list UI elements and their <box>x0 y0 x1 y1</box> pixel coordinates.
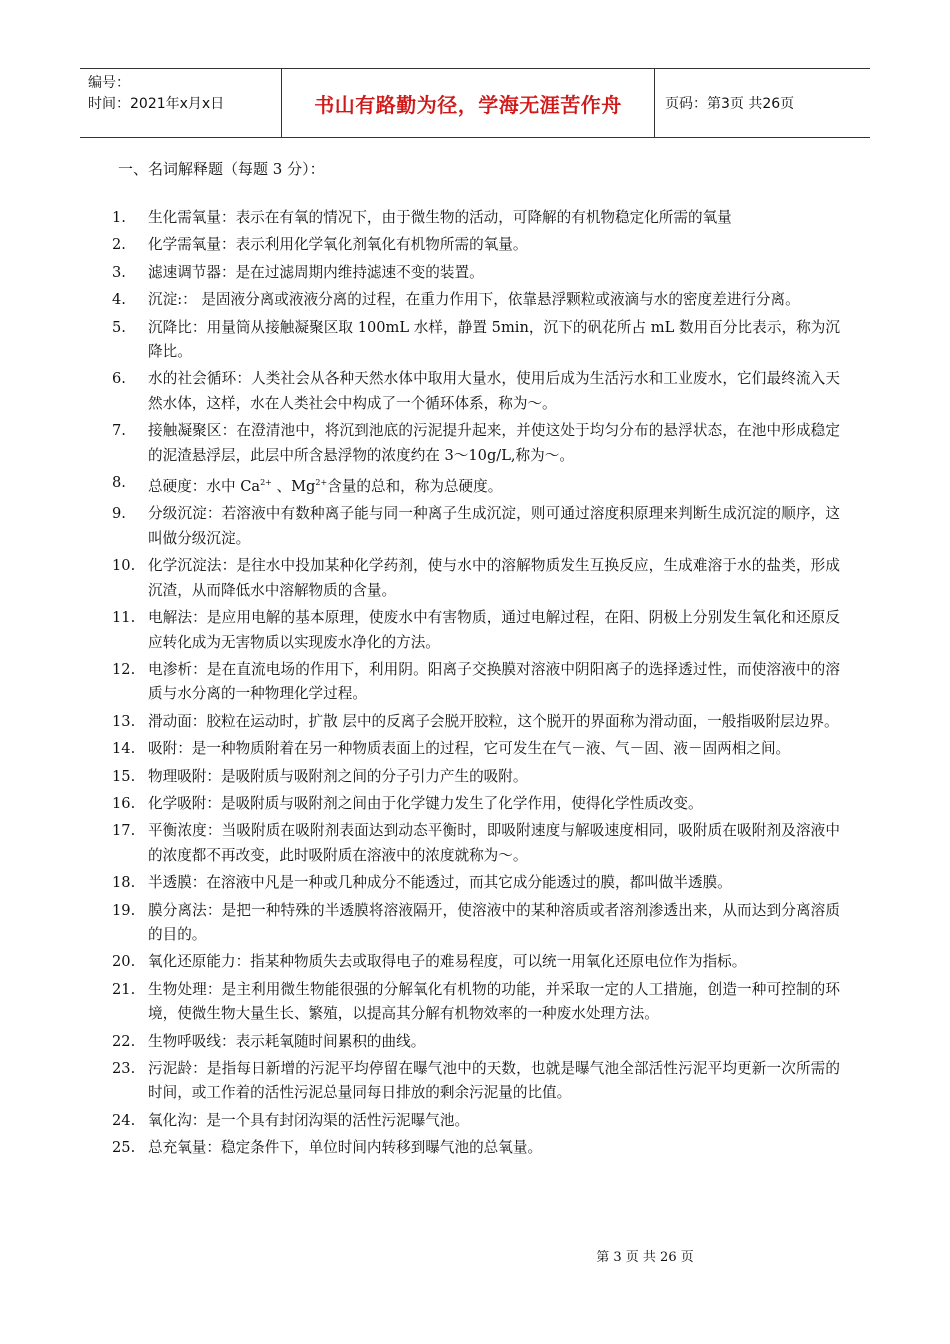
list-item <box>112 233 840 257</box>
header-table <box>80 68 870 138</box>
item-text: 电解法：是应用电解的基本原理，使废水中有害物质，通过电解过程，在阳、阴极上分别发生氧化和还原反应转化成为无害物质以实现废水净化的方法。 <box>148 609 840 651</box>
list-item <box>112 765 840 789</box>
header-motto: 书山有路勤为径，学海无涯苦作舟 <box>282 69 655 137</box>
item-number: 24. <box>112 1111 136 1129</box>
list-item <box>112 1057 840 1106</box>
list-item <box>112 658 840 707</box>
list-item <box>112 288 840 312</box>
list-item <box>112 737 840 761</box>
list-item <box>112 819 840 868</box>
list-item <box>112 606 840 655</box>
item-text: 化学沉淀法：是往水中投加某种化学药剂，使与水中的溶解物质发生互换反应，生成难溶于水的盐类，形成沉渣，从而降低水中溶解物质的含量。 <box>148 557 840 599</box>
item-text: 分级沉淀：若溶液中有数种离子能与同一种离子生成沉淀，则可通过溶度积原理来判断生成沉淀的顺序，这叫做分级沉淀。 <box>148 505 840 547</box>
header-page-info: 页码：第3页 共26页 <box>665 96 795 112</box>
header-meta <box>80 69 282 137</box>
item-text: 污泥龄：是指每日新增的污泥平均停留在曝气池中的天数，也就是曝气池全部活性污泥平均更新一次所需的时间，或工作着的活性污泥总量同每日排放的剩余污泥量的比值。 <box>148 1060 840 1102</box>
item-text: 物理吸附：是吸附质与吸附剂之间的分子引力产生的吸附。 <box>148 767 528 785</box>
item-text: 滑动面：胶粒在运动时，扩散 层中的反离子会脱开胶粒，这个脱开的界面称为滑动面，一般指吸附层边界。 <box>148 712 839 730</box>
ion-charge: 2+ <box>260 478 272 488</box>
item-text-part: 含量的总和，称为总硬度。 <box>327 478 503 496</box>
list-item <box>112 950 840 974</box>
ion-charge: 2+ <box>315 478 328 488</box>
item-number: 25. <box>112 1139 136 1157</box>
item-number: 16. <box>112 794 136 812</box>
list-item <box>112 1030 840 1054</box>
item-text: 平衡浓度：当吸附质在吸附剂表面达到动态平衡时，即吸附速度与解吸速度相同，吸附质在吸附剂及溶液中的浓度都不再改变，此时吸附质在溶液中的浓度就称为～。 <box>148 822 840 864</box>
item-number: 3. <box>112 263 126 281</box>
item-number: 9. <box>112 505 126 523</box>
list-item <box>112 316 840 365</box>
code-label: 编号： <box>88 75 130 91</box>
item-text: 氧化沟：是一个具有封闭沟渠的活性污泥曝气池。 <box>148 1111 470 1129</box>
item-text: 化学吸附：是吸附质与吸附剂之间由于化学键力发生了化学作用，使得化学性质改变。 <box>148 794 703 812</box>
item-text: 吸附：是一种物质附着在另一种物质表面上的过程，它可发生在气－液、气－固、液－固两相之间。 <box>148 740 791 758</box>
item-number: 12. <box>112 660 136 678</box>
item-number: 13. <box>112 712 136 730</box>
item-number: 11. <box>112 609 136 627</box>
list-item <box>112 710 840 734</box>
item-text: 半透膜：在溶液中凡是一种或几种成分不能透过，而其它成分能透过的膜，都叫做半透膜。 <box>148 874 732 892</box>
list-item <box>112 367 840 416</box>
item-number: 8. <box>112 474 126 492</box>
section-title: 一、名词解释题（每题 3 分）： <box>118 160 325 178</box>
item-number: 17. <box>112 822 136 840</box>
item-number: 18. <box>112 874 136 892</box>
item-number: 22. <box>112 1032 136 1050</box>
item-number: 19. <box>112 901 136 919</box>
item-text-part: 、Mg <box>271 478 316 496</box>
list-item <box>112 471 840 499</box>
item-text: 电渗析：是在直流电场的作用下，利用阴。阳离子交换膜对溶液中阴阳离子的选择透过性，而使溶液中的溶质与水分离的一种物理化学过程。 <box>148 660 840 703</box>
list-item <box>112 871 840 895</box>
item-text: 沉淀:： 是固液分离或液液分离的过程，在重力作用下，依靠悬浮颗粒或液滴与水的密度差进行分离。 <box>148 291 800 309</box>
list-item <box>112 206 840 230</box>
item-number: 21. <box>112 980 136 998</box>
list-item <box>112 261 840 285</box>
item-text: 生物处理：是主利用微生物能很强的分解氧化有机物的功能，并采取一定的人工措施，创造一种可控制的环境，使微生物大量生长、繁殖，以提高其分解有机物效率的一种废水处理方法。 <box>148 980 840 1023</box>
list-item <box>112 899 840 948</box>
list-item <box>112 1109 840 1133</box>
item-text: 膜分离法：是把一种特殊的半透膜将溶液隔开，使溶液中的某种溶质或者溶剂渗透出来，从而达到分离溶质的目的。 <box>148 901 840 943</box>
definition-list <box>112 206 840 1164</box>
item-number: 15. <box>112 767 136 785</box>
list-item <box>112 1136 840 1160</box>
list-item <box>112 978 840 1027</box>
list-item <box>112 554 840 603</box>
item-text <box>148 471 840 499</box>
item-number: 10. <box>112 557 136 575</box>
item-number: 5. <box>112 318 126 336</box>
item-number: 2. <box>112 236 126 254</box>
item-number: 14. <box>112 740 136 758</box>
list-item <box>112 502 840 551</box>
item-text: 总充氧量：稳定条件下，单位时间内转移到曝气池的总氧量。 <box>148 1139 543 1157</box>
item-number: 6. <box>112 370 126 388</box>
item-text: 氧化还原能力：指某种物质失去或取得电子的难易程度，可以统一用氧化还原电位作为指标。 <box>148 953 747 971</box>
item-number: 7. <box>112 422 126 440</box>
time-label: 时间：2021年x月x日 <box>88 96 225 112</box>
item-text: 沉降比：用量筒从接触凝聚区取 100mL 水样，静置 5min，沉下的矾花所占 mL 数用百分比表示，称为沉降比。 <box>148 318 840 361</box>
item-text: 接触凝聚区：在澄清池中，将沉到池底的污泥提升起来，并使这处于均匀分布的悬浮状态，在池中形成稳定的泥渣悬浮层，此层中所含悬浮物的浓度约在 3～10g/L,称为～。 <box>148 422 840 464</box>
item-text: 水的社会循环：人类社会从各种天然水体中取用大量水，使用后成为生活污水和工业废水，它们最终流入天然水体，这样，水在人类社会中构成了一个循环体系，称为～。 <box>148 370 840 412</box>
item-number: 23. <box>112 1060 136 1077</box>
item-text: 化学需氧量：表示利用化学氧化剂氧化有机物所需的氧量。 <box>148 236 528 254</box>
item-number: 4. <box>112 291 126 309</box>
list-item <box>112 419 840 468</box>
item-text: 生物呼吸线：表示耗氧随时间累积的曲线。 <box>148 1032 426 1050</box>
item-number: 1. <box>112 209 126 226</box>
item-text-part: 总硬度：水中 Ca <box>148 478 261 496</box>
item-text: 生化需氧量：表示在有氧的情况下，由于微生物的活动，可降解的有机物稳定化所需的氧量 <box>148 209 732 226</box>
page-footer: 第 3 页 共 26 页 <box>596 1250 694 1265</box>
item-number: 20. <box>112 953 136 971</box>
item-text: 滤速调节器：是在过滤周期内维持滤速不变的装置。 <box>148 263 484 281</box>
list-item <box>112 792 840 816</box>
